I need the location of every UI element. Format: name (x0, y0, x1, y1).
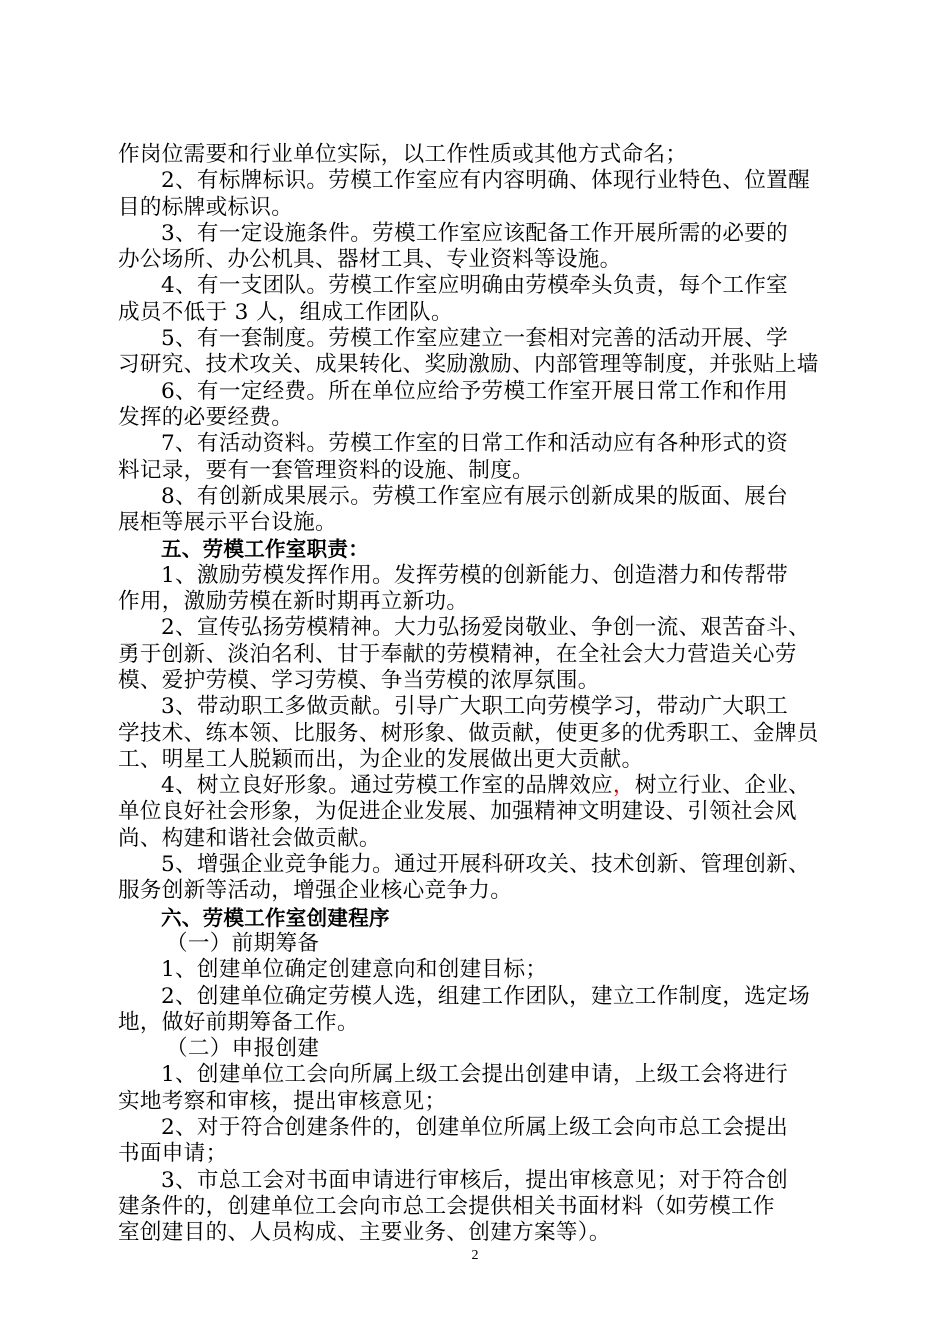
text-line: 勇于创新、淡泊名利、甘于奉献的劳模精神，在全社会大力营造关心劳 (118, 641, 797, 667)
section-heading-duties: 五、劳模工作室职责： (161, 537, 369, 562)
text-line: 作岗位需要和行业单位实际，以工作性质或其他方式命名； (118, 142, 688, 167)
text-line: 单位良好社会形象，为促进企业发展、加强精神文明建设、引领社会风 (118, 799, 797, 825)
list-item-selection: 2、创建单位确定劳模人选，组建工作团队，建立工作制度，选定场 (161, 983, 810, 1009)
list-item-intent: 1、创建单位确定创建意向和创建目标； (161, 957, 548, 983)
text-line: 建条件的，创建单位工会向市总工会提供相关书面材料（如劳模工作 (118, 1193, 775, 1219)
list-item-rules: 5、有一套制度。劳模工作室应建立一套相对完善的活动开展、学 (161, 326, 789, 352)
list-item-review: 3、市总工会对书面申请进行审核后，提出审核意见；对于符合创 (161, 1167, 789, 1193)
text-line: 工、明星工人脱颖而出，为企业的发展做出更大贡献。 (118, 746, 644, 772)
text-line: 室创建目的、人员构成、主要业务、创建方案等）。 (118, 1220, 611, 1246)
text-line: 成员不低于 3 人，组成工作团队。 (118, 299, 453, 325)
page-number: 2 (471, 1248, 479, 1263)
list-item-motivate: 1、激励劳模发挥作用。发挥劳模的创新能力、创造潜力和传帮带 (161, 562, 789, 588)
list-item-records: 7、有活动资料。劳模工作室的日常工作和活动应有各种形式的资 (161, 431, 789, 457)
subsection-heading-application: （二）申报创建 (166, 1036, 320, 1062)
subsection-heading-preparation: （一）前期筹备 (166, 930, 320, 956)
list-item-contribute: 3、带动职工多做贡献。引导广大职工向劳模学习，带动广大职工 (161, 694, 789, 720)
text-line: 目的标牌或标识。 (118, 194, 294, 220)
list-item-showcase: 8、有创新成果展示。劳模工作室应有展示创新成果的版面、展台 (161, 483, 789, 509)
list-item-team: 4、有一支团队。劳模工作室应明确由劳模牵头负责，每个工作室 (161, 273, 789, 299)
text-line: 发挥的必要经费。 (118, 404, 294, 430)
text-line: 书面申请； (118, 1141, 228, 1167)
list-item-written-request: 2、对于符合创建条件的，创建单位所属上级工会向市总工会提出 (161, 1114, 789, 1140)
text-line: 办公场所、办公机具、器材工具、专业资料等设施。 (118, 247, 622, 273)
text-line: 料记录，要有一套管理资料的设施、制度。 (118, 457, 534, 483)
text-line: 模、爱护劳模、学习劳模、争当劳模的浓厚氛围。 (118, 667, 600, 693)
text-line: 展柜等展示平台设施。 (118, 510, 337, 536)
red-comma-mark: ， (612, 773, 635, 799)
list-item-apply: 1、创建单位工会向所属上级工会提出创建申请，上级工会将进行 (161, 1062, 789, 1088)
text-line: 地，做好前期筹备工作。 (118, 1009, 359, 1035)
list-item-competitiveness: 5、增强企业竞争能力。通过开展科研攻关、技术创新、管理创新、 (161, 852, 810, 878)
text-segment: 树立行业、企业、 (634, 773, 810, 799)
text-segment: 4、树立良好形象。通过劳模工作室的品牌效应 (161, 773, 613, 799)
list-item-funding: 6、有一定经费。所在单位应给予劳模工作室开展日常工作和作用 (161, 378, 789, 404)
list-item-facilities: 3、有一定设施条件。劳模工作室应该配备工作开展所需的必要的 (161, 220, 789, 246)
text-line: 实地考察和审核，提出审核意见； (118, 1088, 447, 1114)
text-line: 学技术、练本领、比服务、树形象、做贡献，使更多的优秀职工、金牌员 (118, 720, 819, 746)
text-line: 服务创新等活动，增强企业核心竞争力。 (118, 878, 513, 904)
section-heading-procedure: 六、劳模工作室创建程序 (161, 905, 390, 930)
document-body (118, 142, 834, 1246)
list-item-signage: 2、有标牌标识。劳模工作室应有内容明确、体现行业特色、位置醒 (161, 168, 810, 194)
list-item-promote: 2、宣传弘扬劳模精神。大力弘扬爱岗敬业、争创一流、艰苦奋斗、 (161, 615, 810, 641)
text-line: 尚、构建和谐社会做贡献。 (118, 825, 381, 851)
list-item-image (118, 773, 834, 799)
text-line: 作用，激励劳模在新时期再立新功。 (118, 589, 469, 615)
text-line: 习研究、技术攻关、成果转化、奖励激励、内部管理等制度，并张贴上墙 (118, 352, 819, 378)
